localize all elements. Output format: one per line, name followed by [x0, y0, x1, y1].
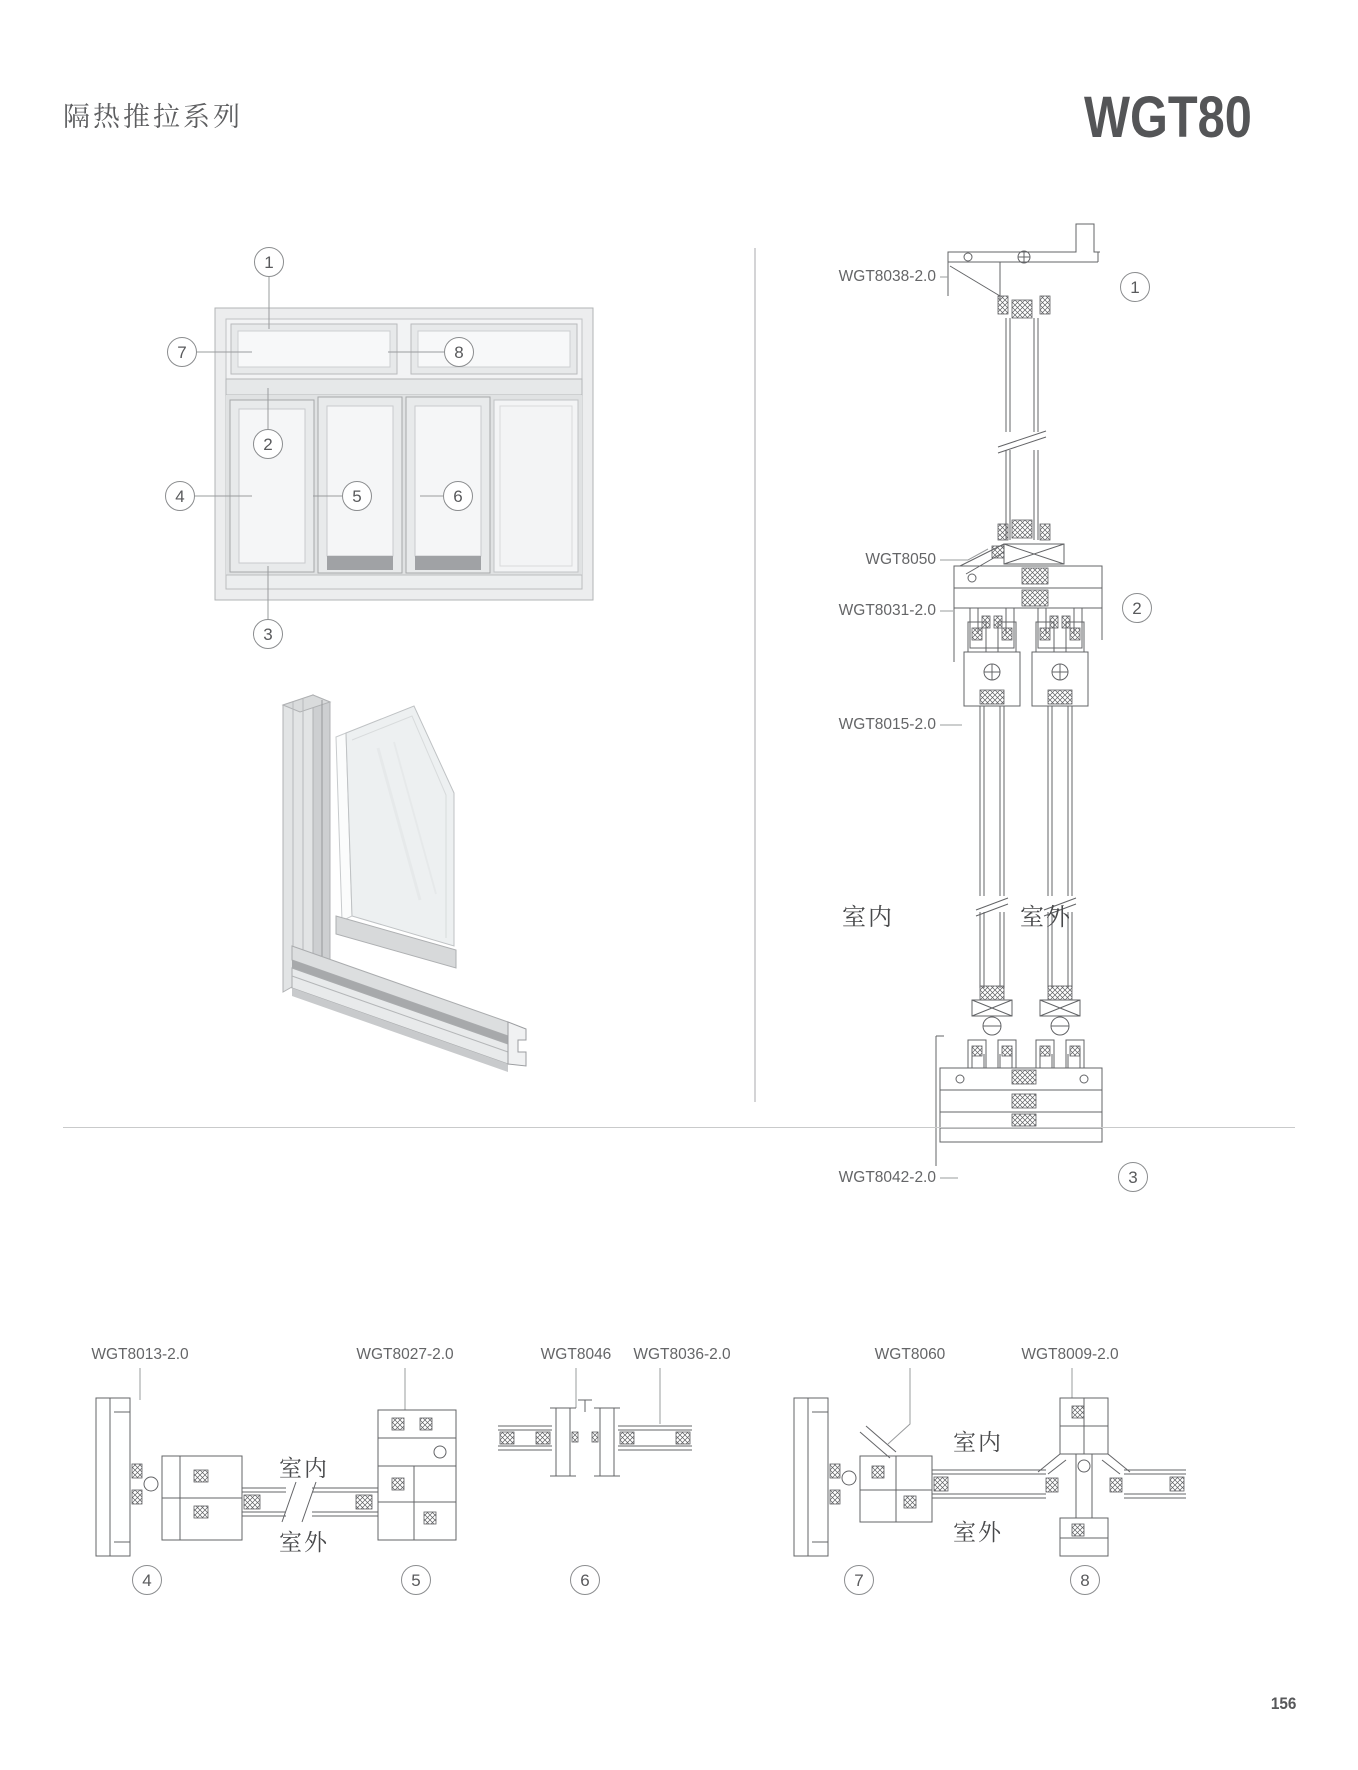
profile-code-wgt8046: WGT8046 [540, 1346, 612, 1363]
profile-code-wgt8027: WGT8027-2.0 [356, 1346, 454, 1363]
vsec-callout-2: 2 [1122, 593, 1152, 623]
bottom-callout-8: 8 [1070, 1565, 1100, 1595]
callout-2: 2 [253, 429, 283, 459]
profile-code-wgt8036: WGT8036-2.0 [633, 1346, 731, 1363]
profile-code-wgt8009: WGT8009-2.0 [1021, 1346, 1119, 1363]
horizontal-sections-drawing [96, 1368, 1186, 1556]
series-title: 隔热推拉系列 [63, 102, 243, 132]
callout-3: 3 [253, 619, 283, 649]
profile-code-wgt8031: WGT8031-2.0 [838, 602, 936, 619]
outdoor-label-left: 室外 [279, 1529, 329, 1555]
indoor-label-right: 室内 [953, 1429, 1003, 1455]
callout-6: 6 [443, 481, 473, 511]
callout-8: 8 [444, 337, 474, 367]
section-divider [63, 1127, 1295, 1128]
iso-corner-rendering [283, 695, 526, 1072]
indoor-label-vsec: 室内 [842, 904, 894, 931]
vertical-section-drawing [936, 224, 1102, 1178]
section-8 [1038, 1398, 1186, 1556]
callout-4: 4 [165, 481, 195, 511]
vsec-callout-3: 3 [1118, 1162, 1148, 1192]
callout-5: 5 [342, 481, 372, 511]
vsec-callout-1: 1 [1120, 272, 1150, 302]
bottom-callout-4: 4 [132, 1565, 162, 1595]
model-title: WGT80 [1084, 85, 1252, 150]
sash-column-indoor [964, 622, 1020, 1068]
profile-code-wgt8015: WGT8015-2.0 [838, 716, 936, 733]
section-6 [498, 1400, 692, 1476]
callout-7: 7 [167, 337, 197, 367]
outdoor-label-right: 室外 [953, 1519, 1003, 1545]
profile-code-wgt8050: WGT8050 [865, 551, 936, 568]
callout-1: 1 [254, 247, 284, 277]
bottom-callout-5: 5 [401, 1565, 431, 1595]
section-5 [378, 1410, 456, 1540]
profile-code-wgt8042: WGT8042-2.0 [838, 1169, 936, 1186]
profile-code-wgt8038: WGT8038-2.0 [838, 268, 936, 285]
vsec-leaders [940, 277, 988, 1178]
bottom-leaders [140, 1368, 1072, 1444]
profile-code-wgt8013: WGT8013-2.0 [91, 1346, 189, 1363]
outdoor-label-vsec: 室外 [1020, 904, 1072, 931]
profile-code-wgt8060: WGT8060 [874, 1346, 946, 1363]
bottom-callout-6: 6 [570, 1565, 600, 1595]
sash-column-outdoor [1032, 622, 1088, 1068]
bottom-callout-7: 7 [844, 1565, 874, 1595]
indoor-label-left: 室内 [279, 1455, 329, 1481]
page-number: 156 [1270, 1694, 1296, 1713]
